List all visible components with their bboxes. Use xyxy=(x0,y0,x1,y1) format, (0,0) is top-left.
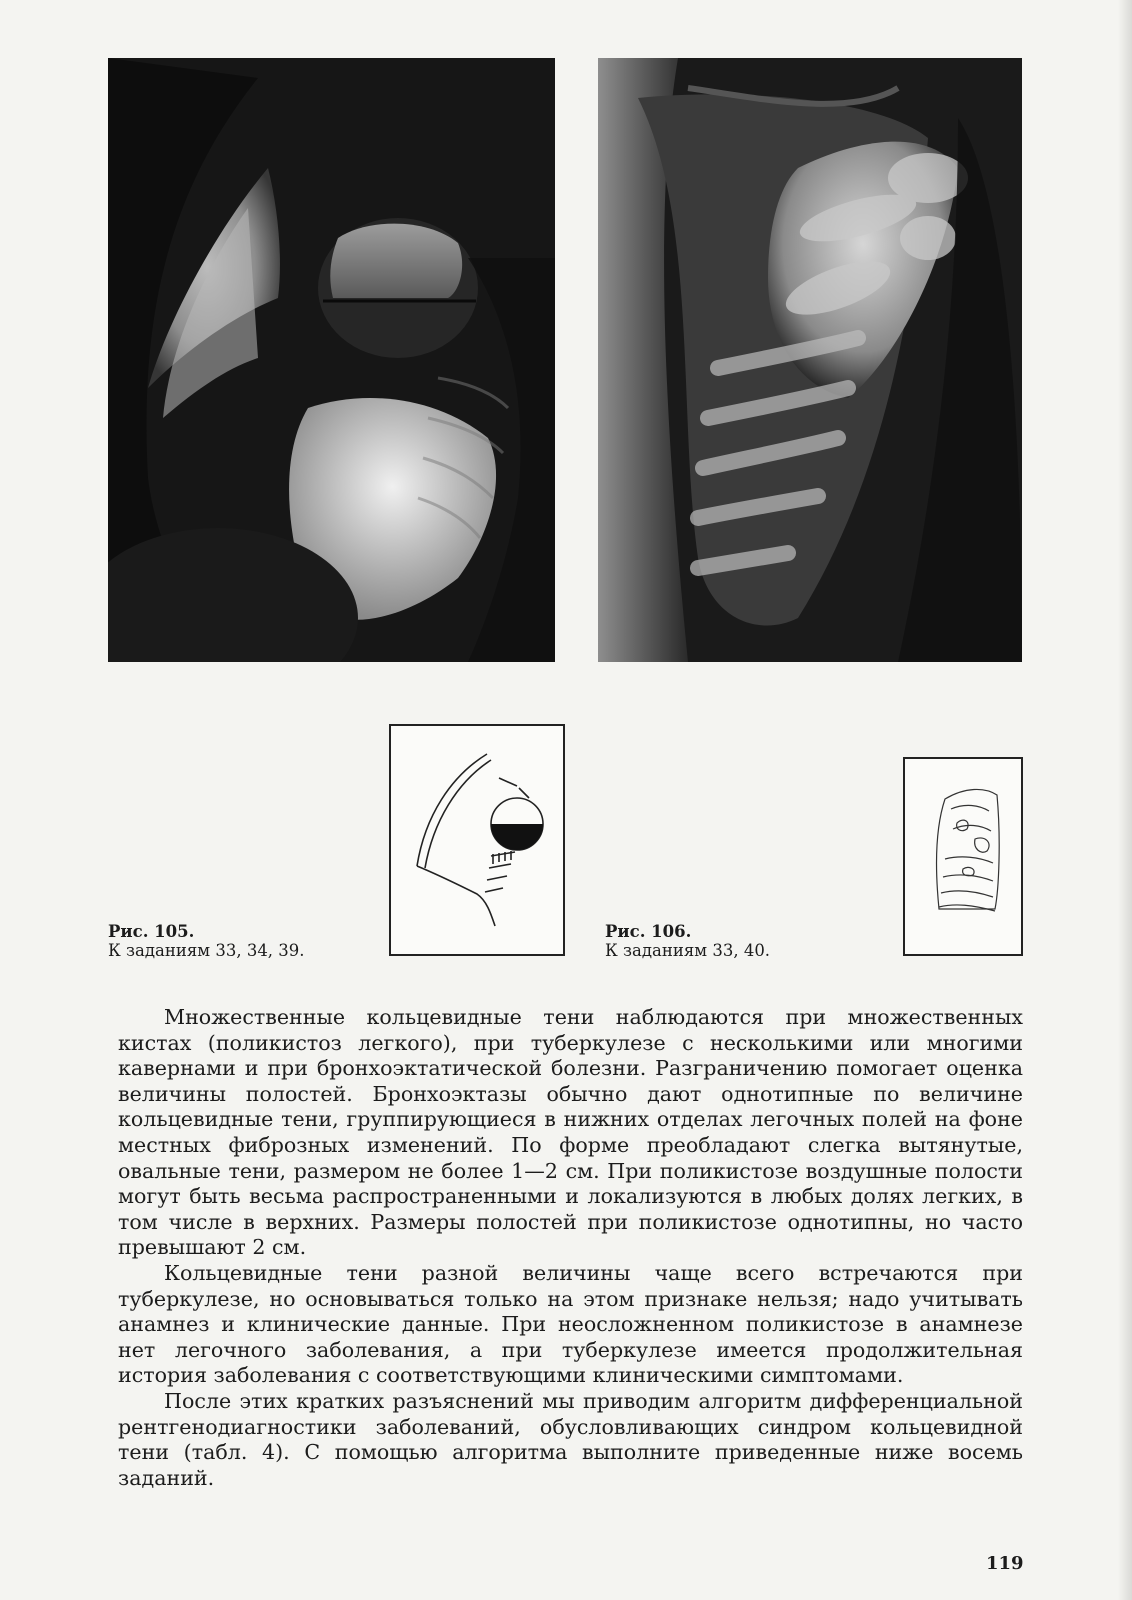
body-text xyxy=(118,1005,1023,1491)
figure-105-label: Рис. 105. xyxy=(108,922,195,941)
figure-105-caption xyxy=(108,922,305,960)
figure-106-caption xyxy=(605,922,770,960)
paragraph: Кольцевидные тени разной величины чаще всего встречаются при туберкулезе, но основываться только на этом признаке нельзя; надо учитывать анамнез и клинические данные. При неосложненном поликистозе в анамнезе нет легочного заболевания, а при туберкулезе имеется продолжительная история заболевания с соответствующими клиническими симптомами. xyxy=(118,1260,1023,1388)
figure-105-radiograph xyxy=(108,58,555,662)
figure-106-radiograph xyxy=(598,58,1022,662)
paragraph: После этих кратких разъяснений мы приводим алгоритм дифференциальной рентгенодиагностики заболеваний, обусловливающих синдром кольцевидной тени (табл. 4). С помощью алгоритма выполните приведенные ниже восемь заданий. xyxy=(118,1388,1023,1490)
page-number: 119 xyxy=(986,1553,1024,1574)
paragraph: Множественные кольцевидные тени наблюдаются при множественных кистах (поликистоз легкого), при туберкулезе с несколькими или многими кавернами и при бронхоэктатической болезни. Разграничению помогает оценка величины полостей. Бронхоэктазы обычно дают однотипные по величине кольцевидные тени, группирующиеся в нижних отделах легочных полей на фоне местных фиброзных изменений. По форме преобладают слегка вытянутые, овальные тени, размером не более 1—2 см. При поликистозе воздушные полости могут быть весьма распространенными и локализуются в любых долях легких, в том числе в верхних. Размеры полостей при поликистозе однотипны, но часто превышают 2 см. xyxy=(118,1005,1023,1260)
figure-106-tasks: К заданиям 33, 40. xyxy=(605,941,771,960)
figure-106-schema xyxy=(903,757,1023,956)
figure-105-schema xyxy=(389,724,565,956)
figure-106-label: Рис. 106. xyxy=(605,922,692,941)
page-edge-shadow xyxy=(1118,0,1132,1600)
figure-105-tasks: К заданиям 33, 34, 39. xyxy=(108,941,305,960)
